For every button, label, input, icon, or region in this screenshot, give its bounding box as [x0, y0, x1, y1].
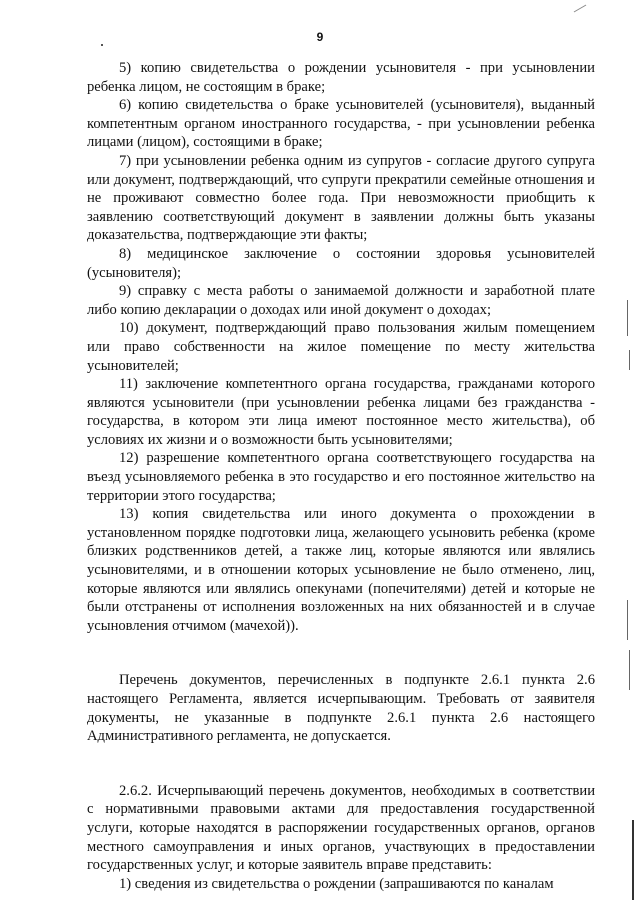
list-item-11: 11) заключение компетентного органа государства, гражданами которого являются усыновители (при усыновлении ребенка лицами без гражданства - государства, в котором эти лица имеют постоянное место жительства), об условиях их жизни и о возможности быть усыновителями; [87, 376, 595, 448]
list-item-8: 8) медицинское заключение о состоянии здоровья усыновителей (усыновителя); [87, 245, 595, 281]
document-body [87, 59, 595, 893]
section-2-6-2: 2.6.2. Исчерпывающий перечень документов, необходимых в соответствии с нормативными правовыми актами для предоставления государственной услуги, которые находятся в распоряжении государственных органов, органов местного самоуправления и иных органов, участвующих в предоставлении государственных услуг, и которые заявитель вправе представить: [87, 782, 595, 874]
list-item-5: 5) копию свидетельства о рождении усыновителя - при усыновлении ребенка лицом, не состоящим в браке; [87, 60, 595, 95]
list-item-6: 6) копию свидетельства о браке усыновителей (усыновителя), выданный компетентным органом иностранного государства, - при усыновлении ребенка лицами (лицом), состоящими в браке; [87, 97, 595, 151]
scan-mark [574, 5, 587, 13]
list-item-13: 13) копия свидетельства или иного документа о прохождении в установленном порядке подготовки лица, желающего усыновить ребенка (кроме близких родственников детей, а также лиц, которые являются или являлись усыновителями, и в отношении которых усыновление не было отменено, лиц, которые являются или являлись опекунами (попечителями) детей и которые не были отстранены от исполнения возложенных на них обязанностей и в случае усыновления отчимом (мачехой)). [87, 506, 595, 634]
list-item-1: 1) сведения из свидетельства о рождении (запрашиваются по каналам [119, 875, 554, 892]
list-item-7: 7) при усыновлении ребенка одним из супругов - согласие другого супруга или документ, подтверждающий, что супруги прекратили семейные отношения и не проживают совместно более года. При невозможности приобщить к заявлению соответствующий документ в заявлении должны быть указаны доказательства, подтверждающие эти факты; [87, 152, 595, 244]
page-number: 9 [316, 30, 324, 44]
scan-edge-mark [629, 350, 630, 370]
scan-edge-mark [627, 300, 628, 336]
list-item-9: 9) справку с места работы о занимаемой должности и заработной плате либо копию декларации о доходах или иной документ о доходах; [87, 283, 595, 318]
list-item-12: 12) разрешение компетентного органа соответствующего государства на въезд усыновляемого ребенка в это государство и его постоянное жительство на территории этого государства; [87, 450, 595, 504]
scan-edge-mark [632, 820, 634, 900]
scan-edge-mark [629, 650, 630, 690]
scan-dot [101, 44, 103, 46]
scan-edge-mark [627, 600, 628, 640]
list-item-10: 10) документ, подтверждающий право пользования жилым помещением или право собственности на жилое помещение по месту жительства усыновителей; [87, 320, 595, 374]
summary-paragraph: Перечень документов, перечисленных в подпункте 2.6.1 пункта 2.6 настоящего Регламента, является исчерпывающим. Требовать от заявителя документы, не указанные в подпункте 2.6.1 пункта 2.6 настоящего Административного регламента, не допускается. [87, 672, 595, 745]
